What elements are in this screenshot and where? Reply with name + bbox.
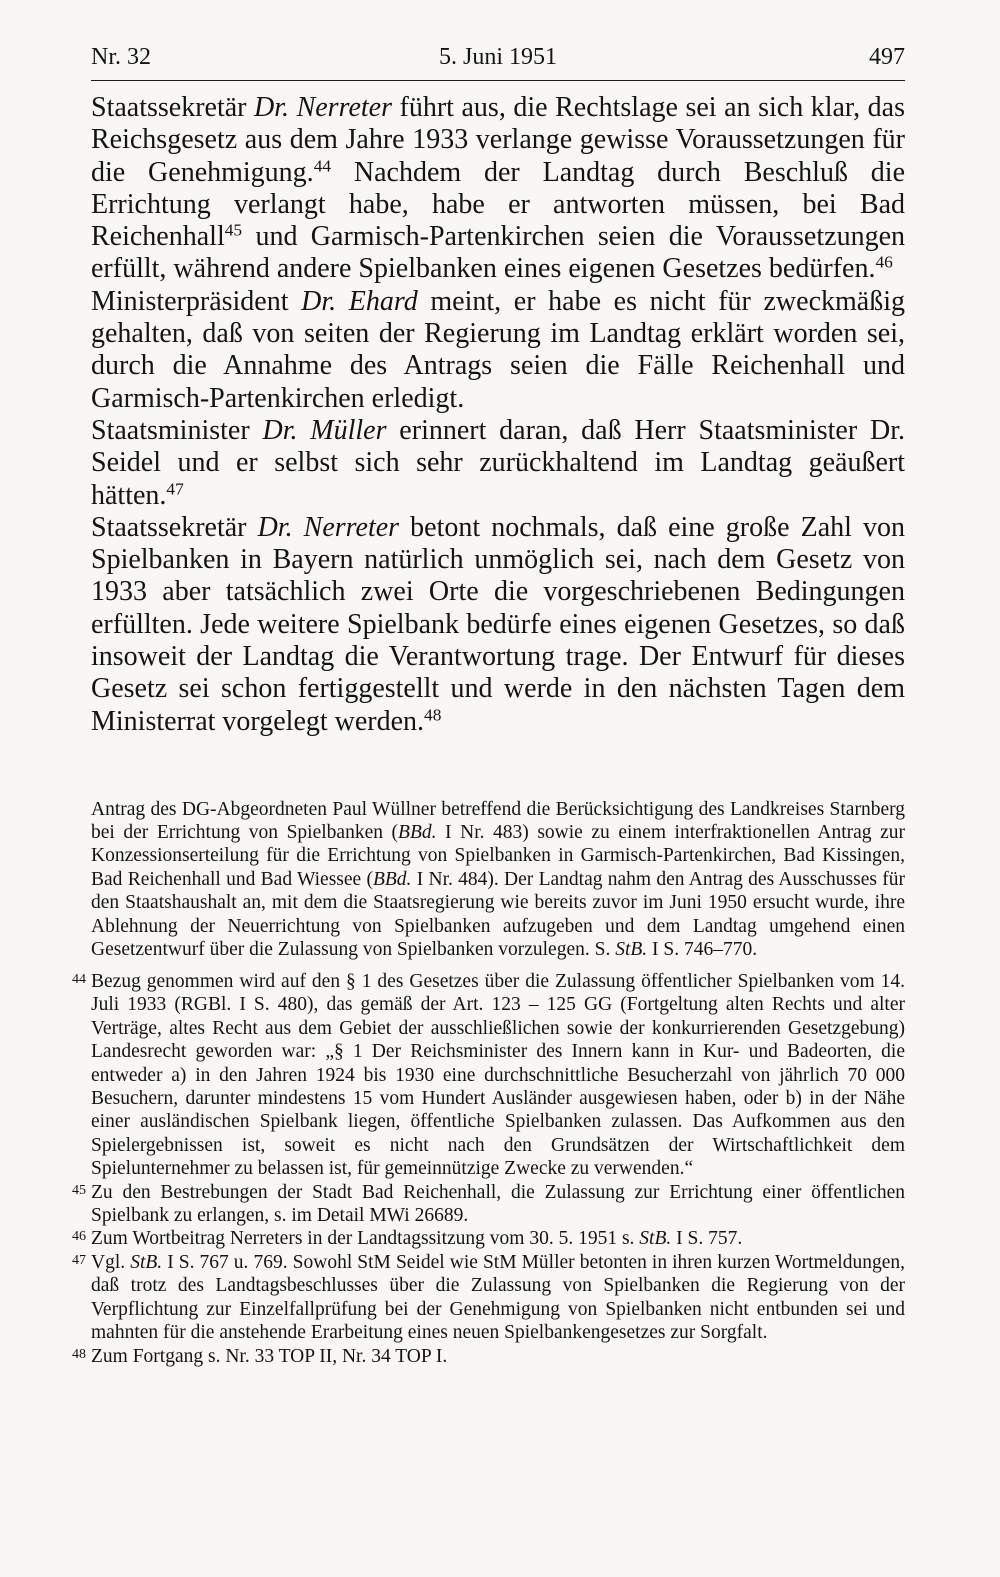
paragraph: Staatsminister Dr. Müller erinnert daran, daß Herr Staatsminister Dr. Seidel und er selbst sich sehr zurückhaltend im Landtag geäußert hätten.$^{47}$ bbox=[91, 414, 905, 511]
footnotes bbox=[72, 970, 906, 1368]
header-date: 5. Juni 1951 bbox=[438, 44, 557, 70]
footnote-ref: 48 bbox=[424, 705, 442, 725]
footnote-number: 47 bbox=[72, 1252, 86, 1268]
footnote-44 bbox=[72, 970, 905, 1181]
footnote-46 bbox=[72, 1227, 905, 1250]
footnote-ref: 46 bbox=[875, 252, 893, 272]
footnote-text: Bezug genommen wird auf den § 1 des Gesetzes über die Zulassung öffentlicher Spielbanken vom 14. Juli 1933 (RGBl. I S. 480), das gemäß der Art. 123 – 125 GG (Fortgeltung alten Rechts und alter Verträge, altes Recht aus dem Gebiet der ausschließlichen sowie der konkurrierenden Gesetzgebung) Landesrecht geworden war: „§ 1 Der Reichsminister des Innern kann in Kur- und Badeorten, die entweder a) in den Jahren 1924 bis 1930 eine durchschnittliche Besucherzahl von jährlich 70 000 Besuchern, darunter mindestens 15 vom Hundert Ausländer ausgewiesen haben, oder b) in der Nähe einer ausländischen Spielbank liegen, öffentliche Spielbanken zulassen. Das Aufkommen aus den Spielergebnissen ist, soweit es nicht nach den Grundsätzen der Wirtschaftlichkeit dem Spielunternehmer zu belassen ist, für gemeinnützige Zwecke zu verwenden.“ bbox=[91, 971, 905, 1180]
footnote-47 bbox=[72, 1251, 906, 1345]
document-number: Nr. 32 bbox=[91, 44, 151, 70]
speaker-name: Dr. Ehard bbox=[301, 285, 418, 317]
speaker-name: Dr. Nerreter bbox=[257, 511, 400, 543]
footnote-number: 48 bbox=[72, 1346, 86, 1362]
footnote-ref: 47 bbox=[166, 479, 184, 499]
page-number: 497 bbox=[869, 44, 905, 70]
speaker-name: Dr. Nerreter bbox=[254, 92, 392, 123]
footnote-48 bbox=[72, 1345, 905, 1368]
footnote-text: Zu den Bestrebungen der Stadt Bad Reichenhall, die Zulassung zur Errichtung einer öffentlichen Spielbank zu erlangen, s. im Detail MWi 26689. bbox=[91, 1181, 905, 1227]
header-rule bbox=[91, 80, 905, 81]
paragraph: Ministerpräsident Dr. Ehard meint, er habe es nicht für zweckmäßig gehalten, daß von seiten der Regierung im Landtag erklärt worden sei, durch die Annahme des Antrags seien die Fälle Reichenhall und Garmisch-Partenkirchen erledigt. bbox=[91, 285, 905, 414]
footnote-continuation: Antrag des DG-Abgeordneten Paul Wüllner betreffend die Berücksichtigung des Landkreises Starnberg bei der Errichtung von Spielbanken (BBd. I Nr. 483) sowie zu einem interfraktionellen Antrag zur Konzessionserteilung für die Errichtung von Spielbanken in Garmisch-Partenkirchen, Bad Kissingen, Bad Reichenhall und Bad Wiessee (BBd. I Nr. 484). Der Landtag nahm den Antrag des Ausschusses für den Staatshaushalt an, mit dem die Staatsregierung wie bereits zuvor im Juni 1950 ersucht wurde, ihre Ablehnung der Neuerrichtung von Spielbanken aufzugeben und dem Landtag umgehend einen Gesetzentwurf über die Zulassung von Spielbanken vorzulegen. S. StB. I S. 746–770. bbox=[91, 798, 905, 960]
footnote-number: 44 bbox=[72, 972, 86, 987]
running-header bbox=[91, 38, 905, 78]
footnote-number: 46 bbox=[72, 1229, 86, 1245]
footnote-text: Zum Fortgang s. Nr. 33 TOP II, Nr. 34 TOP I. bbox=[91, 1345, 448, 1367]
paragraph: Staatssekretär Dr. Nerreter führt aus, die Rechtslage sei an sich klar, das Reichsgesetz aus dem Jahre 1933 verlange gewisse Voraussetzungen für die Genehmigung.$^{44}$ Nachdem der Landtag durch Beschluß die Errichtung verlangt habe, habe er antworten müssen, bei Bad Reichenhall$^{45}$ und Garmisch-Partenkirchen seien die Voraussetzungen erfüllt, während andere Spielbanken eines eigenen Gesetzes bedürfen.$^{46}$ bbox=[91, 92, 905, 285]
footnote-ref: 45 bbox=[224, 220, 243, 240]
footnote-text: Zum Wortbeitrag Nerreters in der Landtagssitzung vom 30. 5. 1951 s. StB. I S. 757. bbox=[91, 1228, 743, 1250]
footnote-text: Vgl. StB. I S. 767 u. 769. Sowohl StM Seidel wie StM Müller betonten in ihren kurzen Wortmeldungen, daß trotz des Landtagsbeschlusses über die Zulassung von Spielbanken die Regierung von der Verpflichtung zur Einzelfallprüfung bei der Genehmigung von Spielbanken nicht entbunden sei und mahnten für die anstehende Erarbeitung eines neuen Spielbankengesetzes zur Sorgfalt. bbox=[91, 1251, 906, 1344]
footnote-number: 45 bbox=[72, 1182, 86, 1198]
footnote-45 bbox=[72, 1181, 905, 1228]
main-text bbox=[91, 92, 905, 738]
footnote-ref: 44 bbox=[313, 156, 332, 176]
speaker-name: Dr. Müller bbox=[262, 414, 387, 446]
paragraph: Staatssekretär Dr. Nerreter betont nochmals, daß eine große Zahl von Spielbanken in Bayern natürlich unmöglich sei, nach dem Gesetz von 1933 aber tatsächlich zwei Orte die vorgeschriebenen Bedingungen erfüllten. Jede weitere Spielbank bedürfe eines eigenen Gesetzes, so daß insoweit der Landtag die Verantwortung trage. Der Entwurf für dieses Gesetz sei schon fertiggestellt und werde in den nächsten Tagen dem Ministerrat vorgelegt werden.$^{48}$ bbox=[91, 511, 906, 737]
